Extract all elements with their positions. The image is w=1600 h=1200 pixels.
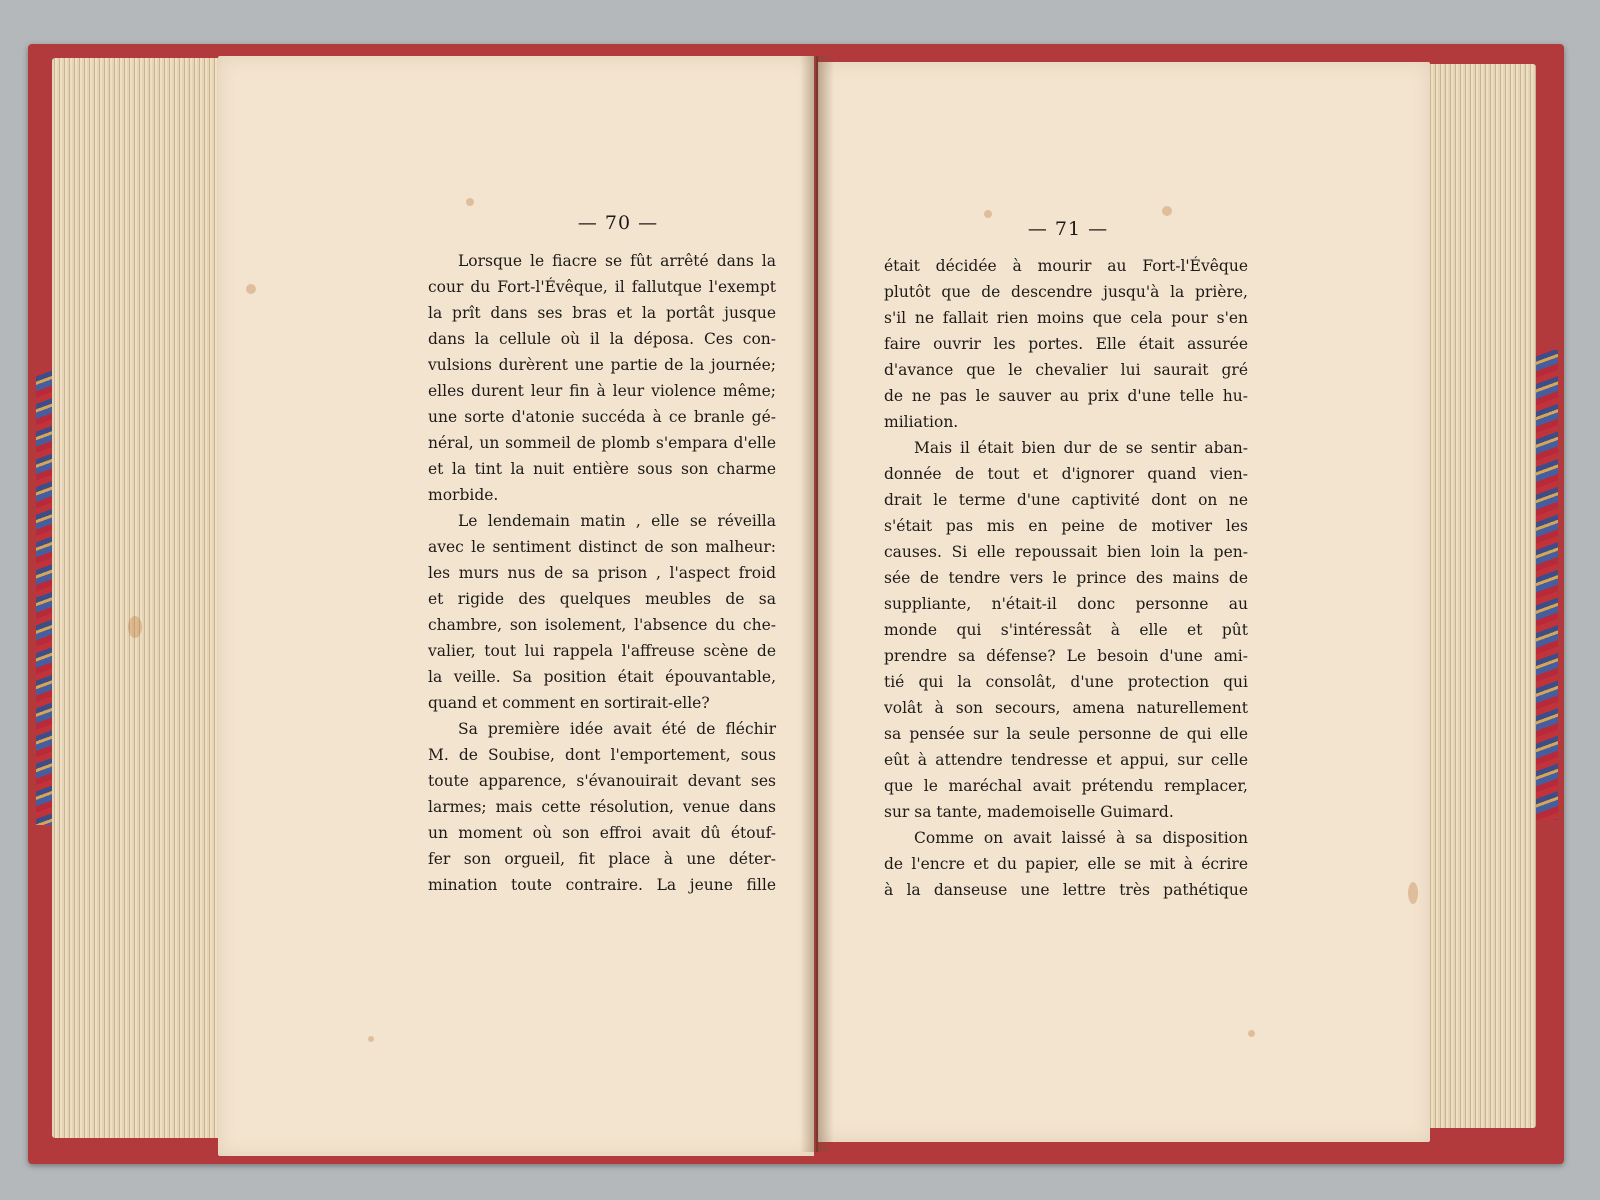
- text-line: les murs nus de sa prison , l'aspect froid: [428, 564, 776, 582]
- text-line: la prît dans ses bras et la portât jusque: [428, 304, 776, 322]
- text-line: dans la cellule où il la déposa. Ces con-: [428, 330, 776, 348]
- text-line: larmes; mais cette résolution, venue dans: [428, 798, 776, 816]
- text-line: sa pensée sur la seule personne de qui elle: [884, 725, 1248, 743]
- text-line: morbide.: [428, 486, 499, 504]
- page-edges-right: [1428, 64, 1536, 1128]
- text-line: eût à attendre tendresse et appui, sur celle: [884, 751, 1248, 769]
- text-line: fer son orgueil, fit place à une déter-: [428, 850, 776, 868]
- text-line: cour du Fort-l'Évêque, il fallutque l'exempt: [428, 278, 776, 296]
- text-line: vulsions durèrent une partie de la journée;: [428, 356, 776, 374]
- text-line: drait le terme d'une captivité dont on ne: [884, 491, 1248, 509]
- text-line: Sa première idée avait été de fléchir: [458, 720, 776, 738]
- text-line: Comme on avait laissé à sa disposition: [914, 829, 1248, 847]
- text-line: monde qui s'intéressât à elle et pût: [884, 621, 1248, 639]
- text-line: miliation.: [884, 413, 959, 431]
- left-page-text: [428, 248, 776, 898]
- text-line: et rigide des quelques meubles de sa: [428, 590, 776, 608]
- text-line: un moment où son effroi avait dû étouf-: [428, 824, 776, 842]
- text-line: Le lendemain matin , elle se réveilla: [458, 512, 776, 530]
- right-page-text: [884, 253, 1248, 903]
- text-line: causes. Si elle repoussait bien loin la pen-: [884, 543, 1248, 561]
- text-line: et la tint la nuit entière sous son charme: [428, 460, 776, 478]
- text-line: prendre sa défense? Le besoin d'une ami-: [884, 647, 1248, 665]
- text-line: néral, un sommeil de plomb s'empara d'elle: [428, 434, 776, 452]
- text-line: Mais il était bien dur de se sentir aban-: [914, 439, 1248, 457]
- text-line: quand et comment en sortirait-elle?: [428, 694, 710, 712]
- text-line: de l'encre et du papier, elle se mit à écrire: [884, 855, 1248, 873]
- text-line: plutôt que de descendre jusqu'à la prière,: [884, 283, 1248, 301]
- text-line: toute apparence, s'évanouirait devant ses: [428, 772, 776, 790]
- text-line: une sorte d'atonie succéda à ce branle gé-: [428, 408, 776, 426]
- text-line: que le maréchal avait prétendu remplacer,: [884, 777, 1248, 795]
- text-line: M. de Soubise, dont l'emportement, sous: [428, 746, 776, 764]
- book-gutter: [800, 56, 834, 1152]
- text-line: valier, tout lui rappela l'affreuse scène de: [428, 642, 776, 660]
- text-line: sée de tendre vers le prince des mains de: [884, 569, 1248, 587]
- page-number-right: — 71 —: [1027, 218, 1109, 240]
- marbled-endpaper-right: [1536, 350, 1558, 820]
- page-edges-left: [52, 58, 222, 1138]
- text-line: mination toute contraire. La jeune fille: [428, 876, 776, 894]
- text-line: s'il ne fallait rien moins que cela pour s'en: [884, 309, 1248, 327]
- text-line: faire ouvrir les portes. Elle était assurée: [884, 335, 1248, 353]
- text-line: avec le sentiment distinct de son malheur:: [428, 538, 776, 556]
- page-number-left: — 70 —: [577, 212, 659, 234]
- text-line: suppliante, n'était-il donc personne au: [884, 595, 1248, 613]
- text-line: la veille. Sa position était épouvantable,: [428, 668, 776, 686]
- text-line: donnée de tout et d'ignorer quand vien-: [884, 465, 1248, 483]
- text-line: était décidée à mourir au Fort-l'Évêque: [884, 257, 1248, 275]
- text-line: elles durent leur fin à leur violence même;: [428, 382, 776, 400]
- text-line: de ne pas le sauver au prix d'une telle hu-: [884, 387, 1248, 405]
- text-line: Lorsque le fiacre se fût arrêté dans la: [458, 252, 776, 270]
- text-line: volât à son secours, amena naturellement: [884, 699, 1248, 717]
- text-line: sur sa tante, mademoiselle Guimard.: [884, 803, 1174, 821]
- text-line: d'avance que le chevalier lui saurait gré: [884, 361, 1248, 379]
- text-line: tié qui la consolât, d'une protection qui: [884, 673, 1248, 691]
- text-line: s'était pas mis en peine de motiver les: [884, 517, 1248, 535]
- text-line: à la danseuse une lettre très pathétique: [884, 881, 1248, 899]
- text-line: chambre, son isolement, l'absence du che-: [428, 616, 776, 634]
